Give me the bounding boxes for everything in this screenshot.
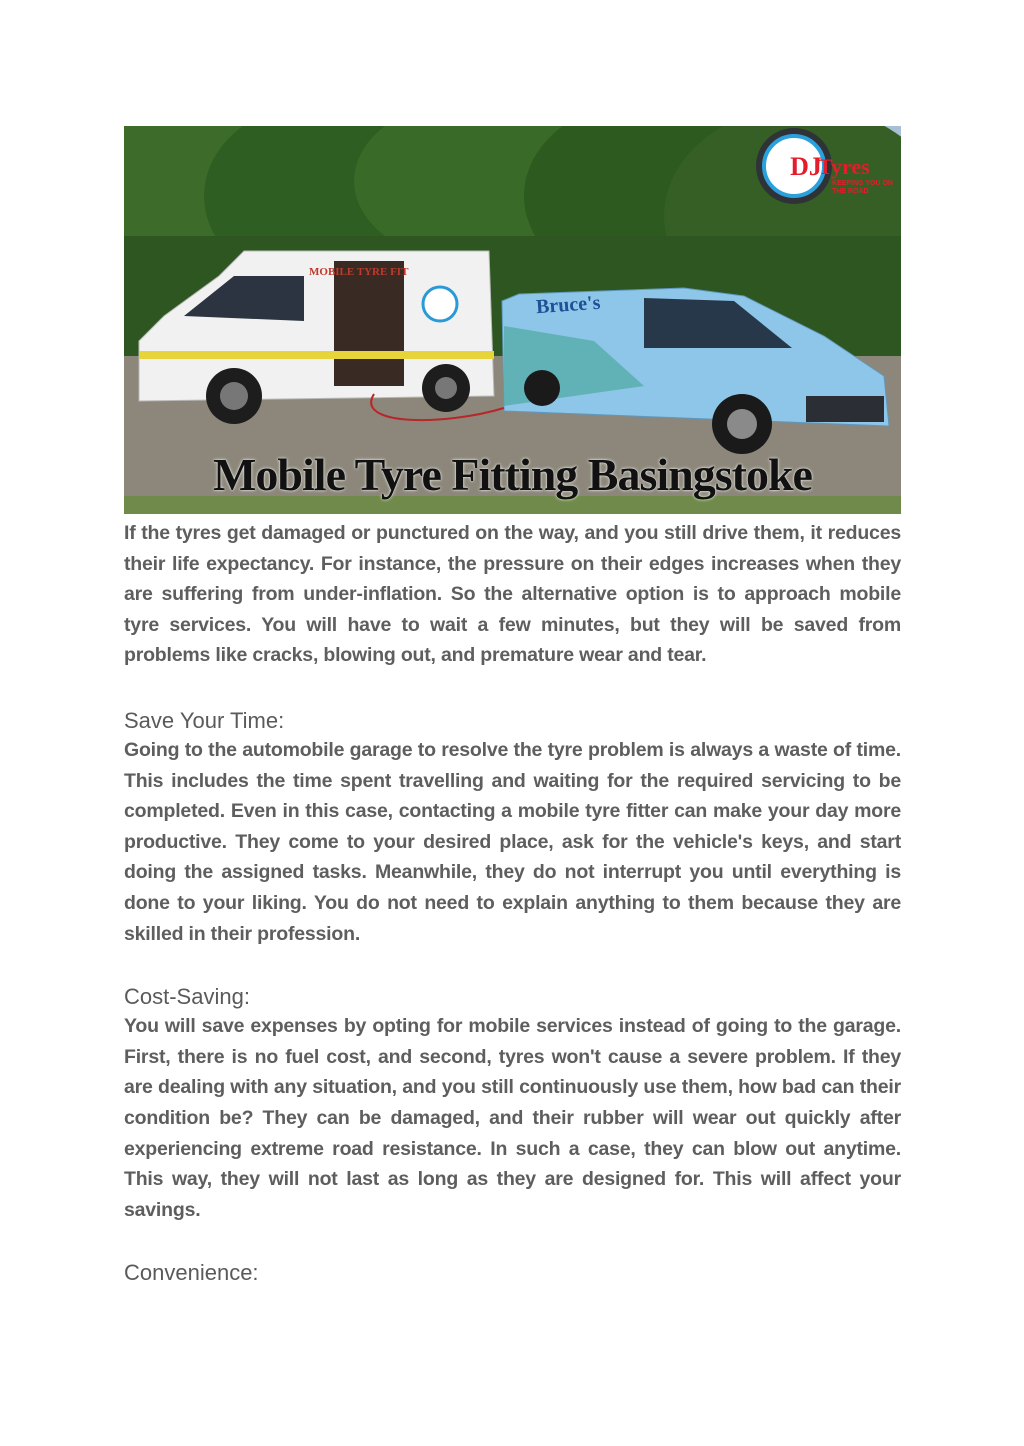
section-heading-cost-saving: Cost-Saving: [124, 984, 250, 1010]
section-heading-convenience: Convenience: [124, 1260, 259, 1286]
intro-paragraph: If the tyres get damaged or punctured on the way, and you still drive them, it reduces their life expectancy. For instance, the pressure on their edges increases when they are suffering from under-inflation. So the alternative option is to approach mobile tyre services. You will have to wait a few minutes, but they will be saved from problems like cracks, blowing out, and premature wear and tear. [124, 522, 901, 667]
section-text-save-time: Going to the automobile garage to resolve the tyre problem is always a waste of time. This includes the time spent travelling and waiting for the required servicing to be completed. Even in this case, contacting a mobile tyre fitter can make your day more productive. They come to your desired place, ask for the vehicle's keys, and start doing the assigned tasks. Meanwhile, they do not interrupt you until everything is done to your liking. You do not need to explain anything to them because they are skilled in their profession. [124, 738, 901, 945]
section-heading-save-time: Save Your Time: [124, 707, 285, 733]
hero-image [124, 126, 901, 514]
document-page [124, 126, 901, 1287]
hero-caption: Mobile Tyre Fitting Basingstoke [213, 449, 812, 500]
van-left-lettering: MOBILE TYRE FIT [309, 266, 409, 278]
section-text-cost-saving: You will save expenses by opting for mobile services instead of going to the garage. First, there is no fuel cost, and second, tyres won't cause a severe problem. If they are dealing with any situation, and you still continuously use them, how bad can their condition be? They can be damaged, and their rubber will wear out quickly after experiencing extreme road resistance. In such a case, they can blow out anytime. This way, they will not last as long as they are designed for. This will affect your savings. [124, 1015, 901, 1221]
logo-initials: DJ [790, 152, 822, 181]
van-right-lettering: Bruce's [535, 291, 602, 319]
logo-name: Tyres [818, 154, 870, 179]
logo-tagline: KEEPING YOU ON THE ROAD [832, 180, 893, 195]
